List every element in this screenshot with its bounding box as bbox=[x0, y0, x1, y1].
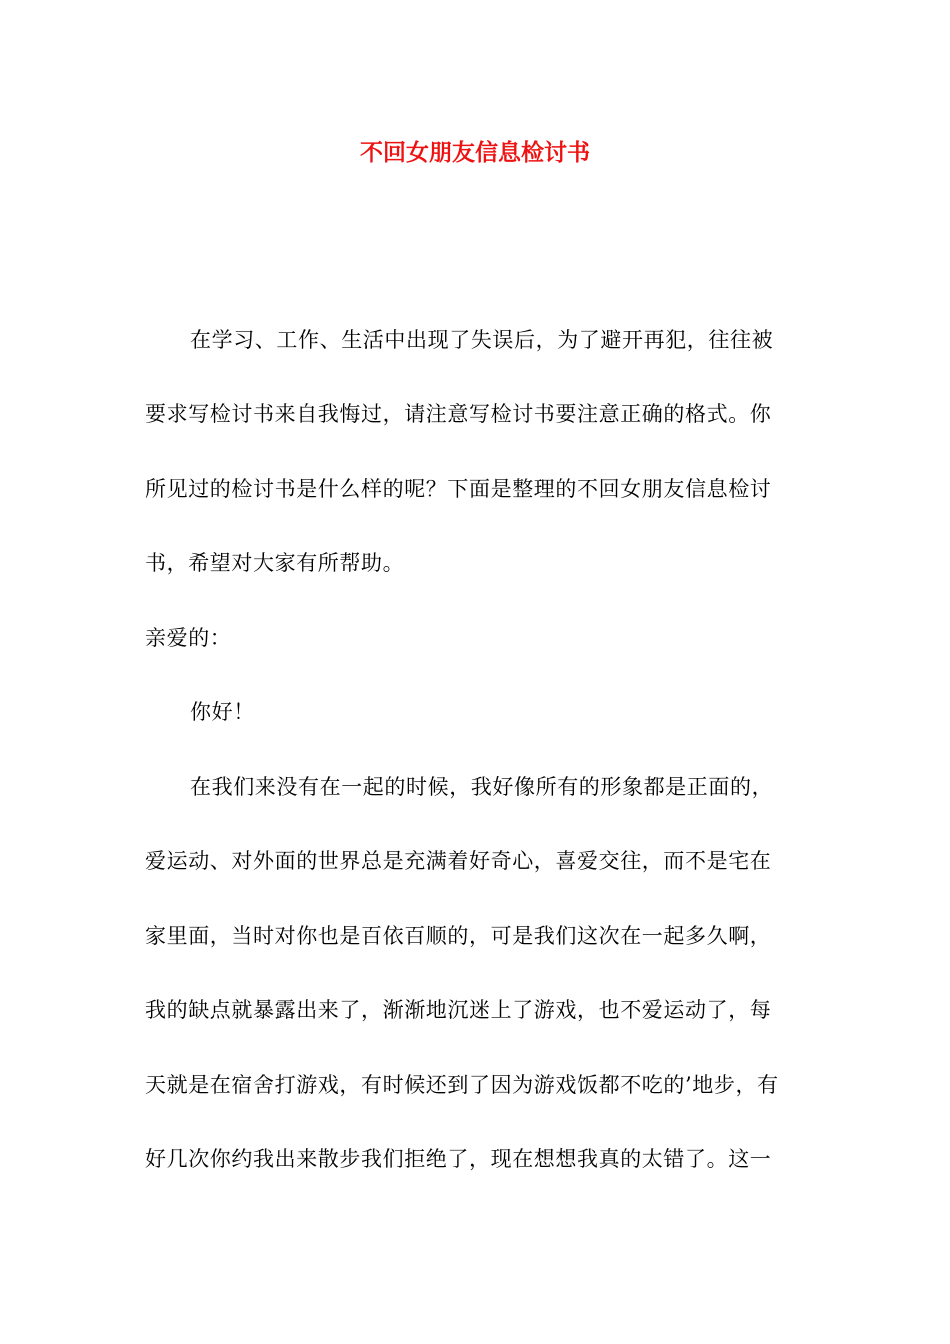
paragraph-line: 家里面，当时对你也是百依百顺的，可是我们这次在一起多久啊， bbox=[145, 924, 772, 948]
document-title: 不回女朋友信息检讨书 bbox=[360, 140, 590, 166]
paragraph-line: 好几次你约我出来散步我们拒绝了，现在想想我真的太错了。这一 bbox=[145, 1147, 772, 1171]
paragraph-line: 我的缺点就暴露出来了，渐渐地沉迷上了游戏，也不爱运动了，每 bbox=[145, 998, 772, 1022]
paragraph-line: 天就是在宿舍打游戏，有时候还到了因为游戏饭都不吃的’地步，有 bbox=[145, 1073, 779, 1097]
salutation: 亲爱的： bbox=[145, 626, 232, 650]
paragraph-line: 要求写检讨书来自我悔过，请注意写检讨书要注意正确的格式。你 bbox=[145, 402, 772, 426]
paragraph-line: 所见过的检讨书是什么样的呢？下面是整理的不回女朋友信息检讨 bbox=[145, 477, 772, 501]
paragraph-line: 在我们来没有在一起的时候，我好像所有的形象都是正面的， bbox=[190, 775, 774, 799]
paragraph-line: 在学习、工作、生活中出现了失误后，为了避开再犯，往往被 bbox=[190, 328, 774, 352]
greeting: 你好！ bbox=[190, 700, 255, 724]
paragraph-line: 爱运动、对外面的世界总是充满着好奇心，喜爱交往，而不是宅在 bbox=[145, 849, 772, 873]
paragraph-line: 书，希望对大家有所帮助。 bbox=[145, 551, 405, 575]
